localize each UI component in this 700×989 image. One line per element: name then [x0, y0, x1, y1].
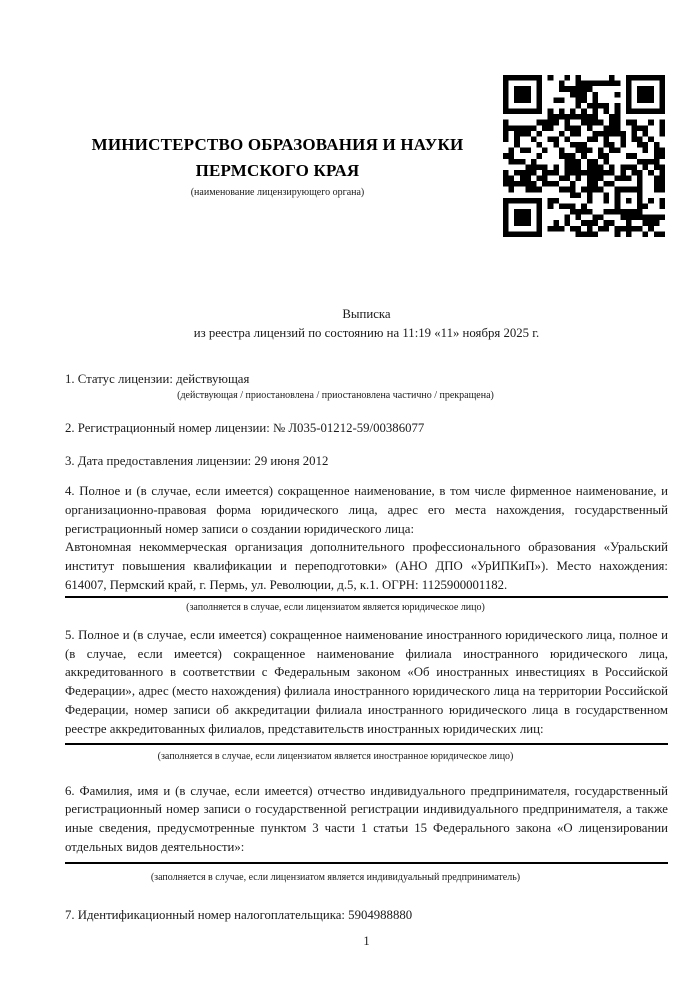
legal-entity-caption: (заполняется в случае, если лицензиатом является юридическое лицо)	[186, 601, 485, 613]
foreign-entity-label: 5. Полное и (в случае, если имеется) сокращенное наименование иностранного юридического лица, полное и (в случае, если имеется) сокращенное наименование филиала иностранного юридического лица, аккредитованного в соответствии с Федеральным законом «Об иностранных инвестициях в Российской Федерации», адрес (место нахождения) филиала иностранного юридического лица на территории Российской Федерации, номер записи об аккредитации филиала иностранного юридического лица в государственном реестре аккредитованных филиалов, представительств иностранных юридических лиц:	[65, 627, 668, 736]
legal-entity-label: 4. Полное и (в случае, если имеется) сокращенное наименование, в том числе фирменное наименование, и организационно-правовая форма юридического лица, адрес его места нахождения, государственный регистрационный номер записи о создании юридического лица:	[65, 483, 668, 536]
extract-title-block	[65, 305, 668, 343]
license-status-text: 1. Статус лицензии: действующая	[65, 371, 250, 386]
page-number: 1	[363, 933, 370, 948]
qr-code-icon	[503, 75, 665, 237]
field-license-status	[65, 370, 668, 403]
foreign-entity-fill-line	[65, 743, 668, 745]
qr-code-image	[503, 75, 665, 237]
registration-number-text: 2. Регистрационный номер лицензии: № Л035-01212-59/00386077	[65, 421, 425, 436]
field-registration-number	[65, 419, 668, 438]
extract-title: Выписка	[342, 307, 391, 321]
licensing-authority-caption: (наименование лицензирующего органа)	[190, 187, 365, 198]
ministry-name-line2: ПЕРМСКОГО КРАЯ	[195, 161, 360, 180]
foreign-entity-caption: (заполняется в случае, если лицензиатом является иностранное юридическое лицо)	[157, 750, 514, 762]
taxpayer-number-text: 7. Идентификационный номер налогоплательщика: 5904988880	[65, 907, 413, 922]
extract-subtitle: из реестра лицензий по состоянию на 11:19 «11» ноября 2025 г.	[193, 325, 540, 340]
entrepreneur-label: 6. Фамилия, имя и (в случае, если имеется) отчество индивидуального предпринимателя, государственный регистрационный номер записи о государственной регистрации индивидуального предпринимателя, а также иные сведения, предусмотренные пунктом 3 части 1 статьи 15 Федерального закона «О лицензировании отдельных видов деятельности»:	[65, 783, 668, 854]
entrepreneur-fill-line	[65, 862, 668, 864]
legal-entity-value: Автономная некоммерческая организация дополнительного профессионального образования «Уральский институт повышения квалификации и переподготовки» (АНО ДПО «УрИПКиП»). Место нахождения: 614007, Пермский край, г. Пермь, ул. Революции, д.5, к.1. ОГРН: 1125900001182.	[65, 540, 668, 592]
field-legal-entity	[65, 482, 668, 614]
grant-date-text: 3. Дата предоставления лицензии: 29 июня 2012	[65, 454, 329, 469]
field-taxpayer-number	[65, 906, 668, 925]
document-header	[65, 132, 490, 199]
field-foreign-entity	[65, 626, 668, 763]
legal-entity-fill-line	[65, 596, 668, 598]
ministry-name-line1: МИНИСТЕРСТВО ОБРАЗОВАНИЯ И НАУКИ	[91, 135, 464, 154]
field-individual-entrepreneur	[65, 782, 668, 884]
license-status-options-caption: (действующая / приостановлена / приостановлена частично / прекращена)	[177, 390, 494, 402]
field-grant-date	[65, 452, 668, 471]
entrepreneur-caption: (заполняется в случае, если лицензиатом является индивидуальный предприниматель)	[150, 871, 521, 883]
